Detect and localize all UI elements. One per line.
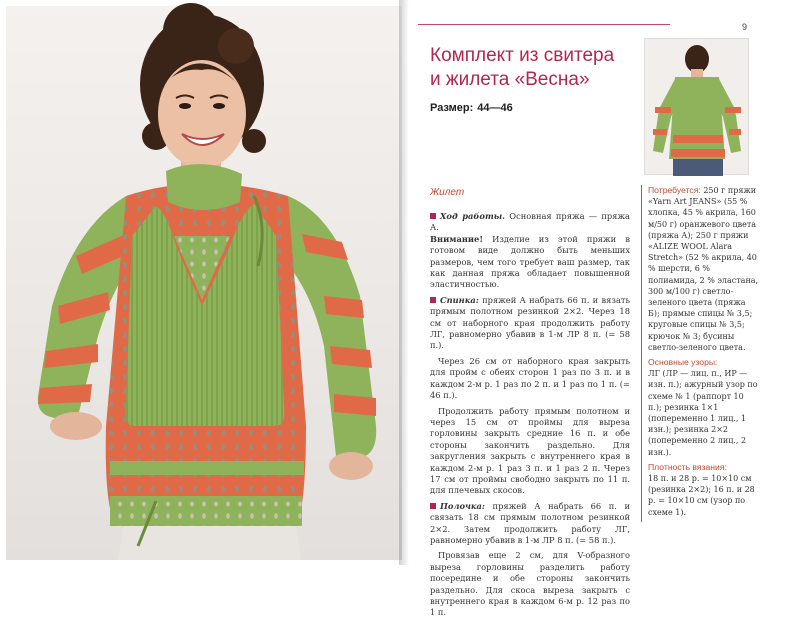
instructions-column	[430, 211, 630, 623]
warning-text: Изделие из этой пряжи в готовом виде должно быть меньших размеров, чем того требует ваш размер, так как данная пряжа обладает повышенной эластичностью.	[430, 233, 630, 290]
patterns-block	[648, 357, 759, 458]
density-heading: Плотность вязания:	[648, 461, 727, 472]
patterns-text: ЛГ (ЛР — лиц. п., ИР — изн. п.); ажурный узор по схеме № 1 (раппорт 10 п.); резинка 1×1 (попеременно 1 лиц., 1 изн.); резинка 2×2 (попеременно 2 лиц., 2 изн.).	[648, 369, 758, 457]
paragraph-v-neck: Провязав еще 2 см, для V-образного выреза горловины разделить работу посередине и обе стороны закончить раздельно. Для скоса выреза закрыть с внутреннего края в каждом 6-м р. 12 раз по 1 п.	[430, 550, 630, 618]
work-lead: Ход работы.	[440, 211, 506, 221]
model-photo	[6, 6, 402, 560]
materials-heading: Потребуется:	[648, 185, 701, 195]
back-lead: Спинка:	[440, 294, 479, 305]
section-heading: Жилет	[430, 187, 465, 198]
paragraph-back	[430, 295, 630, 352]
title-line-2: и жилета «Весна»	[430, 69, 590, 90]
size-line	[430, 102, 513, 114]
density-block	[648, 462, 759, 518]
patterns-heading: Основные узоры:	[648, 357, 718, 368]
back-text: пряжей А набрать 66 п. и вязать прямым полотном резинкой 2×2. Через 18 см от наборного края продолжить работу ЛГ, равномерно убавив в 1-м ЛР 8 п. (= 58 п.).	[430, 294, 630, 351]
bullet-square-icon	[430, 503, 436, 509]
materials-block	[648, 185, 759, 353]
front-text: пряжей А набрать 66 п. и связать 18 см прямым полотном резинкой 2×2. Затем продолжить работу ЛГ, равномерно убавив в 1-м ЛР 8 п. (= 58 п.).	[430, 500, 630, 545]
bullet-square-icon	[430, 213, 436, 219]
page-number: 9	[742, 22, 748, 32]
back-view-illustration	[645, 39, 750, 176]
page-title	[430, 44, 660, 92]
model-photo-illustration	[6, 6, 402, 560]
header-rule	[418, 24, 670, 25]
size-label: Размер:	[430, 102, 474, 114]
instruction-page	[408, 6, 796, 618]
front-lead: Полочка:	[440, 500, 485, 511]
size-value: 44—46	[477, 102, 513, 114]
paragraph-work	[430, 211, 630, 291]
title-line-1: Комплект из свитера	[430, 45, 615, 66]
density-text: 18 п. и 28 р. = 10×10 см (резинка 2×2); 16 п. и 28 р. = 10×10 см (узор по схеме 1).	[648, 474, 755, 517]
paragraph-neckline: Продолжить работу прямым полотном и через 15 см от проймы для выреза горловины закрыть средние 16 п. и обе стороны закончить раздельно. Для закругления закрыть с внутреннего края в каждом 2-м р. 1 раз 3 п. и 1 раз 2 п. Через 17 см от проймы свободно закрыть по 11 п. для плечевых скосов.	[430, 405, 630, 496]
warning-label: Внимание!	[430, 233, 483, 244]
back-view-photo	[644, 38, 749, 175]
work-text: Основная пряжа — пряжа А.	[430, 211, 630, 233]
materials-text: 250 г пряжи «Yarn Art JEANS» (55 % хлопка, 45 % акрила, 160 м/50 г) оранжевого цвета (пряжа А); 250 г пряжи «ALIZE WOOL Alara Stretch» (52 % акрила, 40 % шерсти, 6 % полиамида, 2 % эластана, 300 м/100 г) светло-зеленого цвета (пряжа Б); прямые спицы № 3,5; круговые спицы № 3,5; крючок № 3; бусины светло-зеленого цвета.	[648, 186, 759, 352]
paragraph-front	[430, 501, 630, 547]
paragraph-armholes: Через 26 см от наборного края закрыть для пройм с обеих сторон 1 раз по 3 п. и в каждом 2-м р. 1 раз по 2 п. и 1 раз по 1 п. (= 46 п.).	[430, 355, 630, 401]
bullet-square-icon	[430, 297, 436, 303]
materials-sidebar	[641, 185, 759, 522]
